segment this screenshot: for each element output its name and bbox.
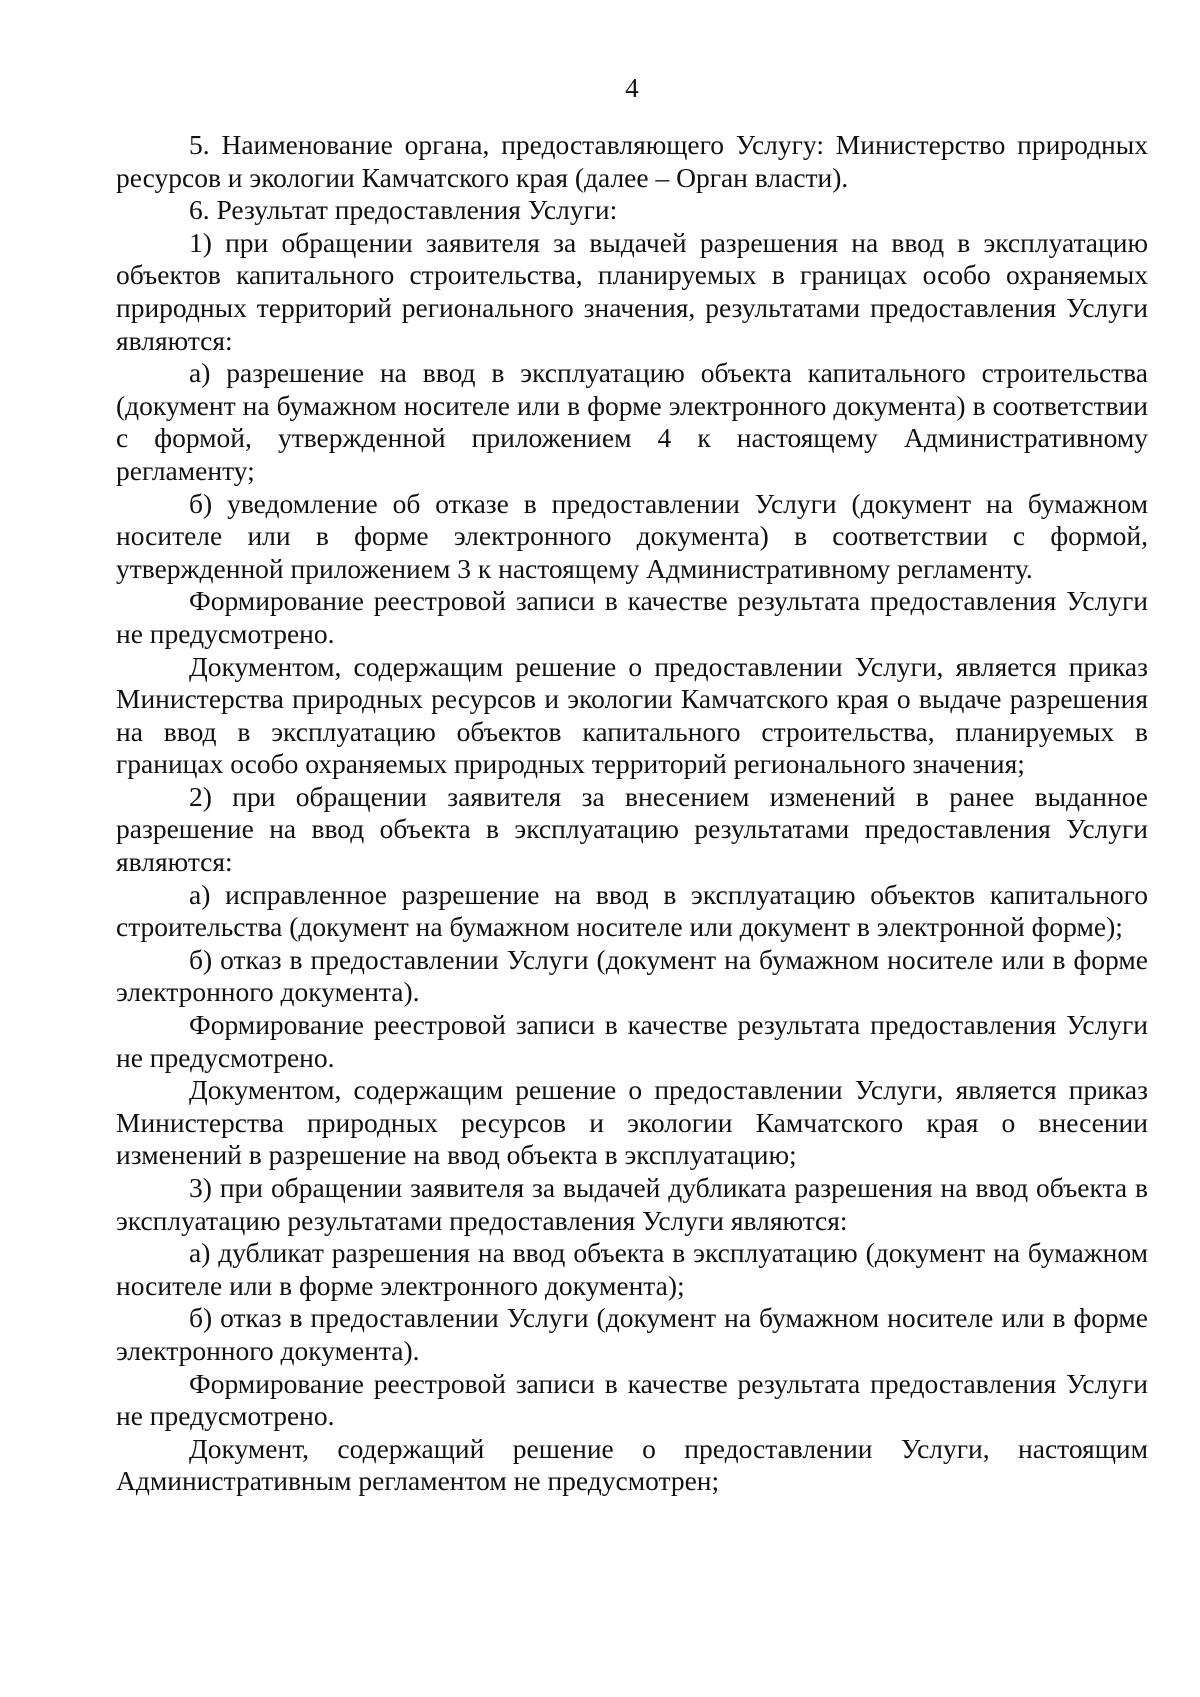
paragraph-subitem-3b: б) отказ в предоставлении Услуги (документ на бумажном носителе или в форме электронного документа). xyxy=(116,1302,1148,1366)
paragraph-registry-note-2: Формирование реестровой записи в качестве результата предоставления Услуги не предусмотрено. xyxy=(116,1009,1148,1073)
paragraph-subitem-3: 3) при обращении заявителя за выдачей дубликата разрешения на ввод объекта в эксплуатацию результатами предоставления Услуги являются: xyxy=(116,1172,1148,1236)
paragraph-subitem-1a: а) разрешение на ввод в эксплуатацию объекта капитального строительства (документ на бумажном носителе или в форме электронного документа) в соответствии с формой, утвержденной приложением 4 к настоящему Административному регламенту; xyxy=(116,357,1148,486)
paragraph-subitem-2: 2) при обращении заявителя за внесением изменений в ранее выданное разрешение на ввод объекта в эксплуатацию результатами предоставления Услуги являются: xyxy=(116,780,1148,878)
paragraph-registry-note-3: Формирование реестровой записи в качестве результата предоставления Услуги не предусмотрено. xyxy=(116,1367,1148,1432)
page-number: 4 xyxy=(625,73,639,103)
paragraph-item-5-authority: 5. Наименование органа, предоставляющего Услугу: Министерство природных ресурсов и экологии Камчатского края (далее – Орган власти). xyxy=(116,129,1148,193)
paragraph-subitem-2b: б) отказ в предоставлении Услуги (документ на бумажном носителе или в форме электронного документа). xyxy=(116,943,1148,1008)
paragraph-decision-document-2: Документом, содержащим решение о предоставлении Услуги, является приказ Министерства природных ресурсов и экологии Камчатского края о внесении изменений в разрешение на ввод объекта в эксплуатацию; xyxy=(116,1074,1148,1171)
document-body xyxy=(116,129,1148,1498)
paragraph-item-6-result: 6. Результат предоставления Услуги: xyxy=(189,194,618,226)
paragraph-subitem-1: 1) при обращении заявителя за выдачей разрешения на ввод в эксплуатацию объектов капитального строительства, планируемых в границах особо охраняемых природных территорий регионального значения, результатами предоставления Услуги являются: xyxy=(116,226,1148,356)
paragraph-subitem-3a: а) дубликат разрешения на ввод объекта в эксплуатацию (документ на бумажном носителе или в форме электронного документа); xyxy=(116,1237,1148,1301)
paragraph-decision-document-3: Документ, содержащий решение о предоставлении Услуги, настоящим Административным регламентом не предусмотрен; xyxy=(116,1432,1148,1497)
paragraph-registry-note-1: Формирование реестровой записи в качестве результата предоставления Услуги не предусмотрено. xyxy=(116,585,1148,649)
paragraph-decision-document-1: Документом, содержащим решение о предоставлении Услуги, является приказ Министерства природных ресурсов и экологии Камчатского края о выдаче разрешения на ввод в эксплуатацию объектов капитального строительства, планируемых в границах особо охраняемых природных территорий регионального значения; xyxy=(116,650,1148,780)
paragraph-subitem-2a: а) исправленное разрешение на ввод в эксплуатацию объектов капитального строительства (документ на бумажном носителе или документ в электронной форме); xyxy=(116,878,1148,943)
paragraph-subitem-1b: б) уведомление об отказе в предоставлении Услуги (документ на бумажном носителе или в форме электронного документа) в соответствии с формой, утвержденной приложением 3 к настоящему Административному регламенту. xyxy=(116,487,1148,584)
